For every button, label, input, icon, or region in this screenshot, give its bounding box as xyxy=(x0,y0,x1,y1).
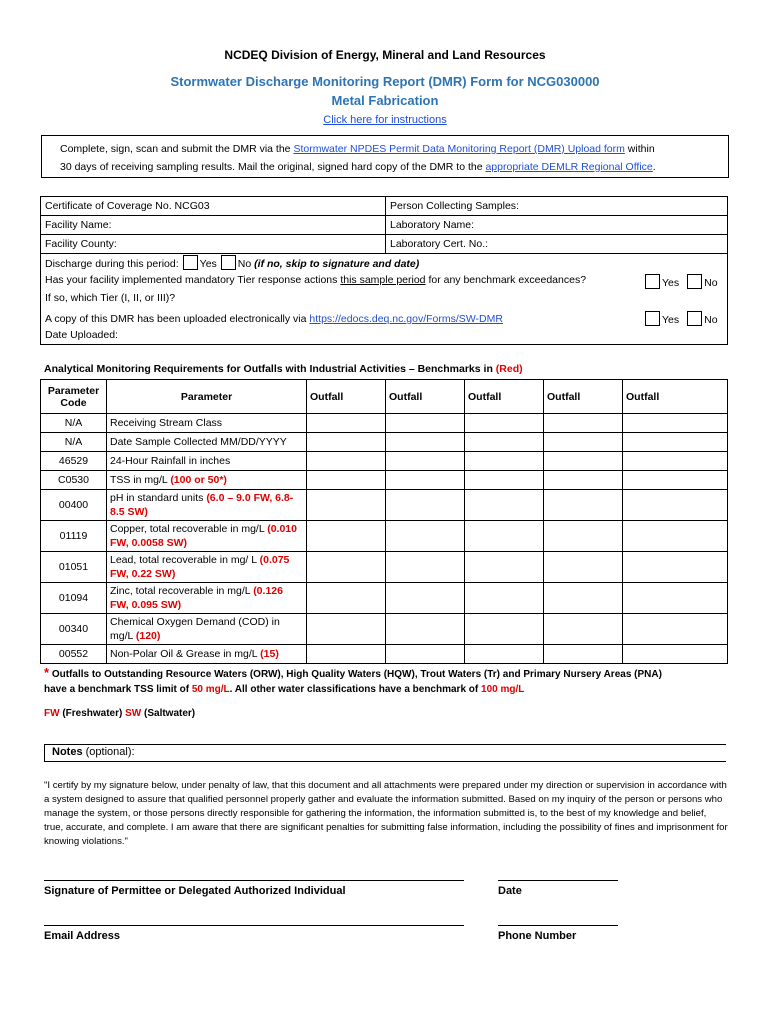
tier-question-1: Has your facility implemented mandatory Tier response actions xyxy=(45,274,341,286)
fw-abbrev: FW xyxy=(44,708,60,719)
parameter-label: Date Sample Collected MM/DD/YYYY xyxy=(110,436,287,448)
parameter-code: 00400 xyxy=(41,490,107,521)
parameter-code: N/A xyxy=(41,414,107,433)
table-row xyxy=(41,583,728,614)
instructions-link[interactable]: Click here for instructions xyxy=(323,114,447,126)
footnote-star: * xyxy=(44,665,50,680)
table-row xyxy=(41,471,728,490)
outfall-cell[interactable] xyxy=(307,414,386,433)
tier-question-underline: this sample period xyxy=(340,274,426,286)
outfall-cell[interactable] xyxy=(386,452,465,471)
questions-box xyxy=(40,252,728,345)
outfall-cell[interactable] xyxy=(465,614,544,645)
parameter-code: 01051 xyxy=(41,552,107,583)
outfall-cell[interactable] xyxy=(386,614,465,645)
outfall-cell[interactable] xyxy=(465,452,544,471)
facility-info-table xyxy=(40,196,728,254)
col-outfall-4: Outfall xyxy=(544,380,623,414)
discharge-no-checkbox[interactable] xyxy=(221,255,236,270)
outfall-cell[interactable] xyxy=(544,614,623,645)
col-outfall-3: Outfall xyxy=(465,380,544,414)
outfall-cell[interactable] xyxy=(623,433,728,452)
form-title: Stormwater Discharge Monitoring Report (DMR) Form for NCG030000 xyxy=(170,74,600,89)
outfall-cell[interactable] xyxy=(386,433,465,452)
facility-name-field[interactable]: Facility Name: xyxy=(41,216,386,235)
benchmark-value: (0.126 FW, 0.095 SW) xyxy=(110,585,283,611)
upload-yes-checkbox[interactable] xyxy=(645,311,660,326)
outfall-cell[interactable] xyxy=(465,433,544,452)
parameter-name xyxy=(107,645,307,664)
edocs-link[interactable]: https://edocs.deq.nc.gov/Forms/SW-DMR xyxy=(309,313,503,325)
email-label: Email Address xyxy=(44,930,121,942)
signature-label: Signature of Permittee or Delegated Authorized Individual xyxy=(44,885,346,897)
parameter-code: 01094 xyxy=(41,583,107,614)
benchmark-value: (0.075 FW, 0.22 SW) xyxy=(110,554,290,580)
benchmark-value: (100 or 50*) xyxy=(170,474,227,486)
benchmark-value: (120) xyxy=(135,630,161,642)
notes-optional: (optional): xyxy=(82,746,135,758)
discharge-note: (if no, skip to signature and date) xyxy=(254,258,420,270)
submit-text-4: . xyxy=(652,161,656,173)
table-row xyxy=(41,521,728,552)
parameter-name xyxy=(107,490,307,521)
outfall-cell[interactable] xyxy=(307,433,386,452)
phone-label: Phone Number xyxy=(498,930,577,942)
discharge-yes-checkbox[interactable] xyxy=(183,255,198,270)
parameter-name xyxy=(107,552,307,583)
outfall-cell[interactable] xyxy=(623,552,728,583)
outfall-cell[interactable] xyxy=(623,471,728,490)
outfall-cell[interactable] xyxy=(465,521,544,552)
outfall-cell[interactable] xyxy=(386,471,465,490)
outfall-cell[interactable] xyxy=(307,490,386,521)
tier-yes-checkbox[interactable] xyxy=(645,274,660,289)
tier-no-label: No xyxy=(704,277,718,289)
notes-label: Notes xyxy=(52,746,83,758)
outfall-cell[interactable] xyxy=(307,614,386,645)
dmr-upload-link[interactable]: Stormwater NPDES Permit Data Monitoring Report (DMR) Upload form xyxy=(293,143,625,155)
submit-instructions-box xyxy=(41,135,729,178)
parameter-name xyxy=(107,521,307,552)
benchmark-value: (15) xyxy=(260,648,279,660)
collector-field[interactable]: Person Collecting Samples: xyxy=(386,197,728,216)
benchmark-value: (6.0 – 9.0 FW, 6.8-8.5 SW) xyxy=(110,492,294,518)
outfall-cell[interactable] xyxy=(465,490,544,521)
sw-abbrev: SW xyxy=(125,708,142,719)
footnote-line2c: . All other water classifications have a benchmark of xyxy=(229,684,482,695)
outfall-cell[interactable] xyxy=(623,490,728,521)
outfall-cell[interactable] xyxy=(544,521,623,552)
outfall-cell[interactable] xyxy=(465,414,544,433)
outfall-cell[interactable] xyxy=(386,552,465,583)
upload-no-checkbox[interactable] xyxy=(687,311,702,326)
date-label: Date xyxy=(498,885,522,897)
parameter-label: Chemical Oxygen Demand (COD) in mg/L xyxy=(110,616,280,642)
upload-no-label: No xyxy=(704,314,718,326)
lab-name-field[interactable]: Laboratory Name: xyxy=(386,216,728,235)
parameter-label: Zinc, total recoverable in mg/L xyxy=(110,585,254,597)
outfall-cell[interactable] xyxy=(623,645,728,664)
outfall-cell[interactable] xyxy=(465,645,544,664)
notes-box[interactable] xyxy=(44,744,726,762)
outfall-cell[interactable] xyxy=(465,552,544,583)
outfall-cell[interactable] xyxy=(623,614,728,645)
submit-text-1: Complete, sign, scan and submit the DMR via the xyxy=(60,143,294,155)
parameter-name xyxy=(107,471,307,490)
table-row xyxy=(41,452,728,471)
outfall-cell[interactable] xyxy=(544,490,623,521)
outfall-cell[interactable] xyxy=(544,583,623,614)
outfall-cell[interactable] xyxy=(623,583,728,614)
parameter-name xyxy=(107,452,307,471)
lab-cert-field[interactable]: Laboratory Cert. No.: xyxy=(386,235,728,254)
coc-field[interactable]: Certificate of Coverage No. NCG03 xyxy=(41,197,386,216)
table-row xyxy=(41,645,728,664)
benchmarks-heading: Analytical Monitoring Requirements for Outfalls with Industrial Activities – Benchmarks in xyxy=(44,363,496,375)
tier-question-2: for any benchmark exceedances? xyxy=(425,274,587,286)
date-line[interactable] xyxy=(498,880,618,881)
footnote-line1: Outfalls to Outstanding Resource Waters (ORW), High Quality Waters (HQW), Trout Waters (Tr) and Primary Nursery Areas (PNA) xyxy=(49,669,662,680)
footnote-line2a: have a benchmark TSS limit of xyxy=(44,684,192,695)
col-parameter: Parameter xyxy=(107,380,307,414)
fw-label: (Freshwater) xyxy=(59,708,126,719)
regional-office-link[interactable]: appropriate DEMLR Regional Office xyxy=(485,161,653,173)
phone-line[interactable] xyxy=(498,925,618,926)
outfall-cell[interactable] xyxy=(307,552,386,583)
outfall-cell[interactable] xyxy=(386,583,465,614)
footnote-tss-50: 50 mg/L xyxy=(191,684,230,695)
parameter-label: pH in standard units xyxy=(110,492,207,504)
parameter-label: 24-Hour Rainfall in inches xyxy=(110,455,231,467)
footnote-tss-100: 100 mg/L xyxy=(481,684,525,695)
upload-question: A copy of this DMR has been uploaded electronically via xyxy=(45,313,310,325)
table-row xyxy=(41,552,728,583)
submit-text-3: 30 days of receiving sampling results. Mail the original, signed hard copy of the DMR to the xyxy=(60,161,486,173)
outfall-cell[interactable] xyxy=(307,521,386,552)
parameter-code: 01119 xyxy=(41,521,107,552)
table-row xyxy=(41,614,728,645)
outfall-cell[interactable] xyxy=(544,645,623,664)
tier-which-field[interactable]: If so, which Tier (I, II, or III)? xyxy=(45,292,176,304)
parameter-label: Non-Polar Oil & Grease in mg/L xyxy=(110,648,261,660)
col-outfall-5: Outfall xyxy=(623,380,728,414)
parameter-label: Receiving Stream Class xyxy=(110,417,223,429)
parameter-label: TSS in mg/L xyxy=(110,474,171,486)
county-field[interactable]: Facility County: xyxy=(41,235,386,254)
table-row xyxy=(41,433,728,452)
col-outfall-2: Outfall xyxy=(386,380,465,414)
parameter-label: Copper, total recoverable in mg/L xyxy=(110,523,268,535)
parameter-name xyxy=(107,414,307,433)
outfall-cell[interactable] xyxy=(623,521,728,552)
email-line[interactable] xyxy=(44,925,464,926)
outfall-cell[interactable] xyxy=(307,583,386,614)
outfall-cell[interactable] xyxy=(623,414,728,433)
date-uploaded-field[interactable]: Date Uploaded: xyxy=(45,329,118,341)
benchmark-value: (0.010 FW, 0.0058 SW) xyxy=(110,523,297,549)
parameter-code: C0530 xyxy=(41,471,107,490)
parameter-name xyxy=(107,614,307,645)
parameter-code: 46529 xyxy=(41,452,107,471)
outfall-cell[interactable] xyxy=(544,471,623,490)
benchmarks-table xyxy=(40,379,728,664)
benchmarks-heading-red: (Red) xyxy=(495,363,523,375)
submit-text-2: within xyxy=(624,143,655,155)
tier-no-checkbox[interactable] xyxy=(687,274,702,289)
signature-line[interactable] xyxy=(44,880,464,881)
discharge-question: Discharge during this period: xyxy=(45,258,179,270)
parameter-label: Lead, total recoverable in mg/ L xyxy=(110,554,260,566)
outfall-cell[interactable] xyxy=(544,433,623,452)
tier-yes-label: Yes xyxy=(662,277,680,289)
outfall-cell[interactable] xyxy=(544,452,623,471)
table-row xyxy=(41,490,728,521)
sw-label: (Saltwater) xyxy=(141,708,196,719)
parameter-name xyxy=(107,583,307,614)
table-row xyxy=(41,414,728,433)
upload-yes-label: Yes xyxy=(662,314,680,326)
discharge-yes-label: Yes xyxy=(199,258,217,270)
outfall-cell[interactable] xyxy=(544,552,623,583)
certification-statement: "I certify by my signature below, under penalty of law, that this document and all attachments were prepared under my direction or supervision in accordance with a system designed to assure that qualified personnel properly gather and evaluate the information submitted. Based on my inquiry of the person or persons who manage the system, or those persons directly responsible for gathering the information, the information submitted is, to the best of my knowledge and belief, true, accurate, and complete. I am aware that there are significant penalties for submitting false information, including the possibility of fines and imprisonment for knowing violations." xyxy=(44,780,728,847)
outfall-cell[interactable] xyxy=(307,645,386,664)
outfall-cell[interactable] xyxy=(386,645,465,664)
outfall-cell[interactable] xyxy=(307,471,386,490)
outfall-cell[interactable] xyxy=(307,452,386,471)
parameter-code: 00340 xyxy=(41,614,107,645)
parameter-code: N/A xyxy=(41,433,107,452)
outfall-cell[interactable] xyxy=(465,583,544,614)
outfall-cell[interactable] xyxy=(465,471,544,490)
parameter-name xyxy=(107,433,307,452)
org-name: NCDEQ Division of Energy, Mineral and Land Resources xyxy=(224,48,546,62)
col-outfall-1: Outfall xyxy=(307,380,386,414)
outfall-cell[interactable] xyxy=(386,521,465,552)
outfall-cell[interactable] xyxy=(386,490,465,521)
col-parameter-code: Parameter Code xyxy=(41,380,107,414)
parameter-code: 00552 xyxy=(41,645,107,664)
outfall-cell[interactable] xyxy=(623,452,728,471)
discharge-no-label: No xyxy=(237,258,252,270)
outfall-cell[interactable] xyxy=(544,414,623,433)
form-subtitle: Metal Fabrication xyxy=(331,93,439,108)
outfall-cell[interactable] xyxy=(386,414,465,433)
